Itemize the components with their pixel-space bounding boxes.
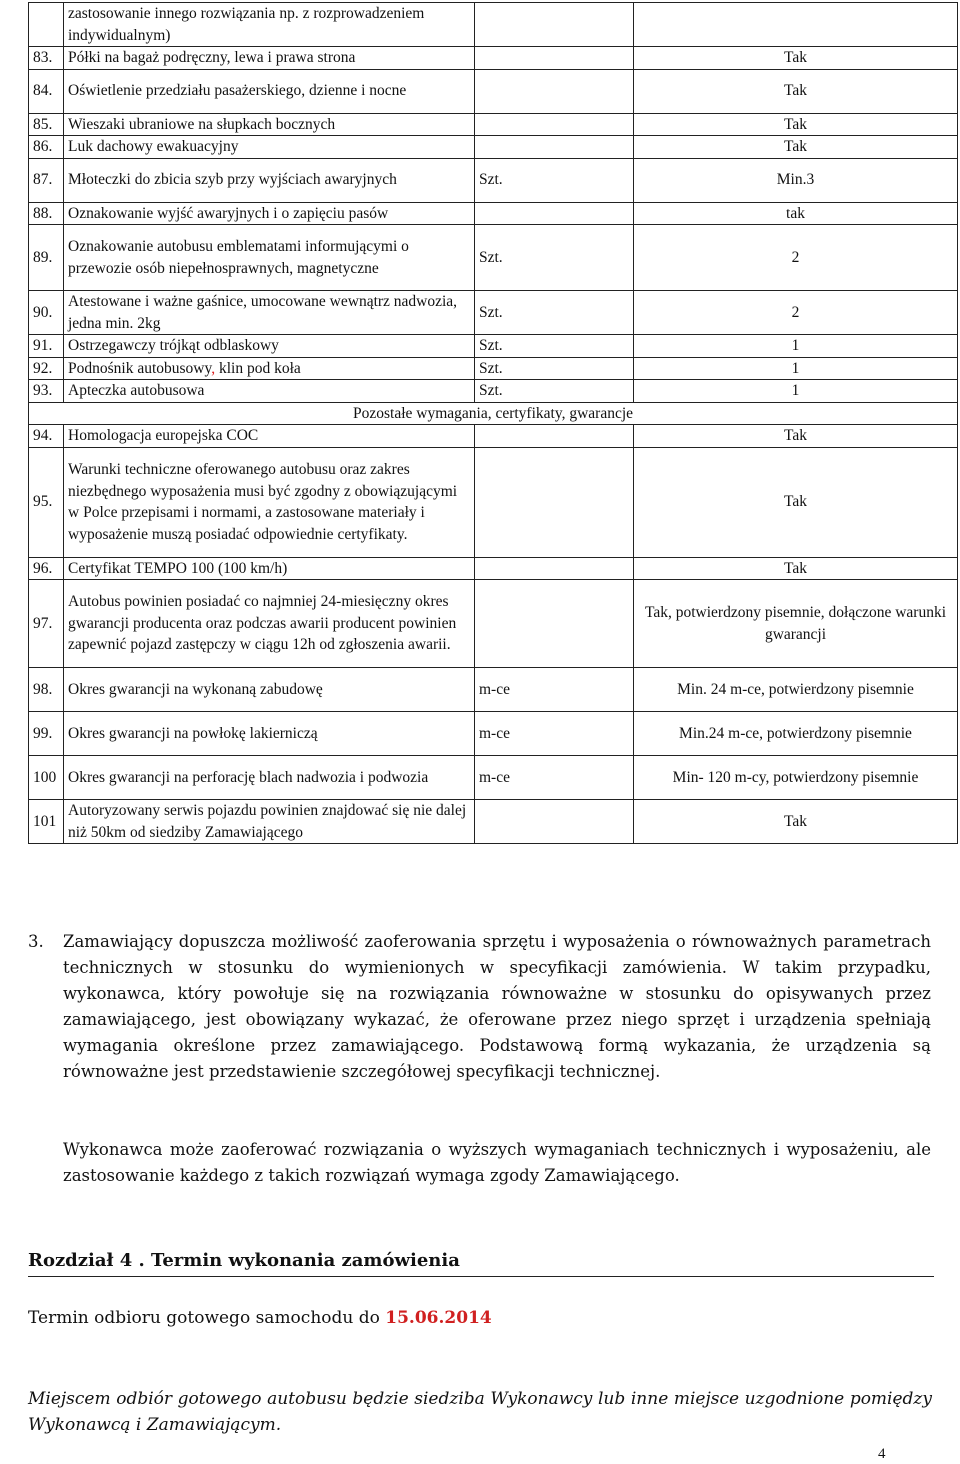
item-value: tak xyxy=(634,202,958,225)
item-description: Certyfikat TEMPO 100 (100 km/h) xyxy=(64,557,475,580)
item-number xyxy=(29,3,64,47)
spec-table-body xyxy=(29,3,958,844)
item-unit xyxy=(475,557,634,580)
item-number: 100 xyxy=(29,756,64,800)
chapter-title: Rozdział 4 . Termin wykonania zamówienia xyxy=(28,1250,460,1271)
paragraph-text: Zamawiający dopuszcza możliwość zaoferowania sprzętu i wyposażenia o równoważnych parametrach technicznych w stosunku do wymienionych w specyfikacji zamówienia. W takim przypadku, wykonawca, który powołuje się na rozwiązania równoważne w stosunku do opisywanych przez zamawiającego, jest obowiązany wykazać, że oferowane przez niego sprzęt i urządzenia spełniają wymagania określone przez zamawiającego. Podstawową formą wykazania, że urządzenia są równoważne jest przedstawienie szczegółowej specyfikacji technicznej. xyxy=(63,932,931,1081)
item-number: 92. xyxy=(29,357,64,380)
item-description: Homologacja europejska COC xyxy=(64,425,475,448)
page-number: 4 xyxy=(878,1446,886,1462)
item-unit xyxy=(475,113,634,136)
item-value: Tak xyxy=(634,113,958,136)
item-description: Autoryzowany serwis pojazdu powinien znajdować się nie dalej niż 50km od siedziby Zamawiającego xyxy=(64,800,475,844)
table-row xyxy=(29,756,958,800)
item-description: Okres gwarancji na wykonaną zabudowę xyxy=(64,668,475,712)
item-number: 101 xyxy=(29,800,64,844)
table-row xyxy=(29,668,958,712)
section-title: Pozostałe wymagania, certyfikaty, gwarancje xyxy=(29,402,958,425)
item-unit xyxy=(475,202,634,225)
item-unit: m-ce xyxy=(475,712,634,756)
item-unit: Szt. xyxy=(475,225,634,291)
table-row xyxy=(29,225,958,291)
item-value: 2 xyxy=(634,225,958,291)
item-value: Tak xyxy=(634,800,958,844)
item-number: 86. xyxy=(29,136,64,159)
item-description: Atestowane i ważne gaśnice, umocowane wewnątrz nadwozia, jedna min. 2kg xyxy=(64,291,475,335)
item-number: 90. xyxy=(29,291,64,335)
item-description: zastosowanie innego rozwiązania np. z rozprowadzeniem indywidualnym) xyxy=(64,3,475,47)
deadline-label: Termin odbioru gotowego samochodu do xyxy=(28,1308,386,1328)
item-unit xyxy=(475,3,634,47)
item-unit xyxy=(475,425,634,448)
table-row xyxy=(29,69,958,113)
item-number: 91. xyxy=(29,335,64,358)
item-description: Wieszaki ubraniowe na słupkach bocznych xyxy=(64,113,475,136)
description-red-mark: , xyxy=(211,359,216,377)
item-value: Tak xyxy=(634,425,958,448)
table-row xyxy=(29,712,958,756)
item-number: 84. xyxy=(29,69,64,113)
description-text: Podnośnik autobusowy xyxy=(68,359,212,377)
table-row xyxy=(29,3,958,47)
item-unit: m-ce xyxy=(475,756,634,800)
item-unit xyxy=(475,580,634,668)
item-description: Oznakowanie wyjść awaryjnych i o zapięciu pasów xyxy=(64,202,475,225)
item-value: Tak xyxy=(634,69,958,113)
table-row xyxy=(29,291,958,335)
list-marker: 3. xyxy=(28,932,44,951)
table-row xyxy=(29,425,958,448)
item-number: 95. xyxy=(29,447,64,557)
item-number: 83. xyxy=(29,47,64,70)
item-value: Min.3 xyxy=(634,158,958,202)
item-description: Okres gwarancji na powłokę lakierniczą xyxy=(64,712,475,756)
item-unit: m-ce xyxy=(475,668,634,712)
deadline-line xyxy=(28,1305,492,1331)
table-row xyxy=(29,357,958,380)
spec-table xyxy=(28,2,958,844)
item-value: Tak, potwierdzony pisemnie, dołączone warunki gwarancji xyxy=(634,580,958,668)
table-row xyxy=(29,202,958,225)
item-description xyxy=(64,357,475,380)
table-row xyxy=(29,113,958,136)
item-description: Autobus powinien posiadać co najmniej 24-miesięczny okres gwarancji producenta oraz podczas awarii producent powinien zapewnić pojazd zastępczy w ciągu 12h od zgłoszenia awarii. xyxy=(64,580,475,668)
item-value: Tak xyxy=(634,47,958,70)
item-number: 98. xyxy=(29,668,64,712)
item-number: 87. xyxy=(29,158,64,202)
closing-text: Miejscem odbiór gotowego autobusu będzie siedziba Wykonawcy lub inne miejsce uzgodnione pomiędzy Wykonawcą i Zamawiającym. xyxy=(28,1389,932,1435)
item-unit xyxy=(475,69,634,113)
item-value: 1 xyxy=(634,335,958,358)
item-number: 88. xyxy=(29,202,64,225)
item-number: 97. xyxy=(29,580,64,668)
table-row xyxy=(29,447,958,557)
item-number: 94. xyxy=(29,425,64,448)
item-unit xyxy=(475,447,634,557)
item-description: Okres gwarancji na perforację blach nadwozia i podwozia xyxy=(64,756,475,800)
table-row xyxy=(29,800,958,844)
table-row xyxy=(29,335,958,358)
item-number: 99. xyxy=(29,712,64,756)
item-description: Luk dachowy ewakuacyjny xyxy=(64,136,475,159)
item-unit: Szt. xyxy=(475,291,634,335)
item-description: Warunki techniczne oferowanego autobusu oraz zakres niezbędnego wyposażenia musi być zgodny z obowiązującymi w Polce przepisami i normami, a zastosowane materiały i wyposażenie muszą posiadać odpowiednie certyfikaty. xyxy=(64,447,475,557)
description-text-tail: klin pod koła xyxy=(215,359,301,377)
paragraph-higher-requirements xyxy=(63,1137,931,1189)
table-row xyxy=(29,158,958,202)
item-unit xyxy=(475,136,634,159)
section-row xyxy=(29,402,958,425)
item-unit xyxy=(475,800,634,844)
item-value: Min- 120 m-cy, potwierdzony pisemnie xyxy=(634,756,958,800)
item-description: Oznakowanie autobusu emblematami informującymi o przewozie osób niepełnosprawnych, magnetyczne xyxy=(64,225,475,291)
item-number: 89. xyxy=(29,225,64,291)
item-value: Min.24 m-ce, potwierdzony pisemnie xyxy=(634,712,958,756)
item-number: 93. xyxy=(29,380,64,403)
item-unit: Szt. xyxy=(475,158,634,202)
item-value: 1 xyxy=(634,357,958,380)
paragraph-text: Wykonawca może zaoferować rozwiązania o wyższych wymaganiach technicznych i wyposażeniu, ale zastosowanie każdego z takich rozwiązań wymaga zgody Zamawiającego. xyxy=(63,1140,931,1185)
table-row xyxy=(29,580,958,668)
item-unit xyxy=(475,47,634,70)
item-description: Ostrzegawczy trójkąt odblaskowy xyxy=(64,335,475,358)
item-description: Młoteczki do zbicia szyb przy wyjściach awaryjnych xyxy=(64,158,475,202)
item-value: 2 xyxy=(634,291,958,335)
item-unit: Szt. xyxy=(475,357,634,380)
item-value: Tak xyxy=(634,447,958,557)
item-value xyxy=(634,3,958,47)
item-value: Min. 24 m-ce, potwierdzony pisemnie xyxy=(634,668,958,712)
item-description: Półki na bagaż podręczny, lewa i prawa strona xyxy=(64,47,475,70)
table-row xyxy=(29,136,958,159)
item-number: 85. xyxy=(29,113,64,136)
item-unit: Szt. xyxy=(475,380,634,403)
item-value: Tak xyxy=(634,136,958,159)
item-number: 96. xyxy=(29,557,64,580)
chapter-heading xyxy=(28,1246,934,1277)
item-description: Apteczka autobusowa xyxy=(64,380,475,403)
paragraph-equivalent-equipment xyxy=(28,929,931,1085)
table-row xyxy=(29,47,958,70)
table-row xyxy=(29,557,958,580)
closing-note xyxy=(28,1386,932,1438)
item-unit: Szt. xyxy=(475,335,634,358)
item-description: Oświetlenie przedziału pasażerskiego, dzienne i nocne xyxy=(64,69,475,113)
deadline-date: 15.06.2014 xyxy=(385,1308,492,1328)
item-value: Tak xyxy=(634,557,958,580)
table-row xyxy=(29,380,958,403)
item-value: 1 xyxy=(634,380,958,403)
